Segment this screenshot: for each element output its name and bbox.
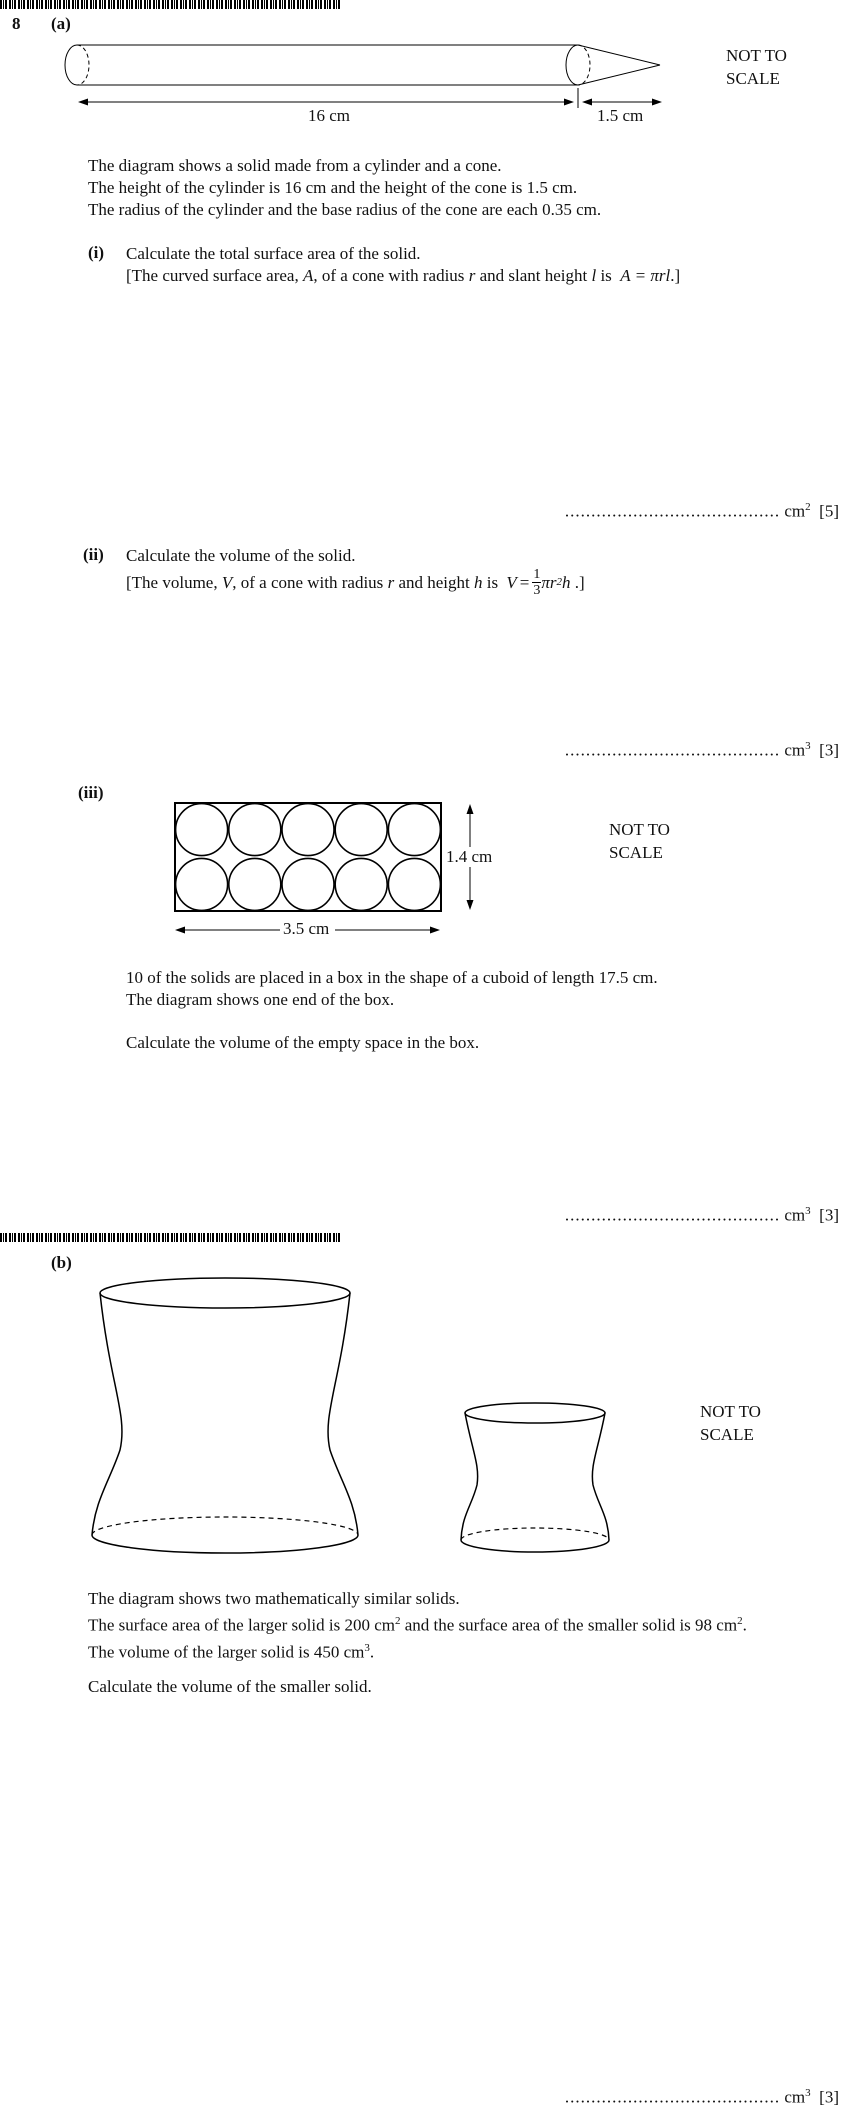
unit-power: 3 [805, 740, 811, 752]
part-ii-question-text: Calculate the volume of the solid. [126, 546, 356, 565]
hint-text: .] [670, 266, 681, 285]
unit: cm [784, 2087, 806, 2107]
cylinder-length-label: 16 cm [308, 106, 351, 125]
hint-text: is [482, 572, 503, 592]
part-b-line3 [88, 1637, 747, 1664]
part-i-question-text: Calculate the total surface area of the solid. [126, 244, 421, 263]
hint-text: and height [394, 572, 474, 592]
intro-line2: The height of the cylinder is 16 cm and the height of the cone is 1.5 cm. [88, 178, 578, 197]
text: and the surface area of the smaller solid is 98 cm [400, 1615, 738, 1635]
part-b-line2 [88, 1610, 747, 1637]
unit-power: 2 [805, 501, 811, 513]
intro-line1: The diagram shows a solid made from a cylinder and a cone. [88, 156, 502, 175]
answer-line-i [565, 501, 839, 522]
part-ii-hint [126, 567, 585, 598]
part-iii-text [126, 967, 658, 1011]
intro-line3: The radius of the cylinder and the base radius of the cone are each 0.35 cm. [88, 200, 602, 219]
not-to-scale-line2: SCALE [609, 843, 663, 862]
text: . [369, 1642, 375, 1662]
part-a-label: (a) [51, 14, 71, 33]
hint-text: [The curved surface area, [126, 266, 303, 285]
text: The surface area of the larger solid is 200 cm [88, 1615, 395, 1635]
fraction [532, 567, 541, 598]
not-to-scale-b [700, 1400, 761, 1446]
text: The volume of the larger solid is 450 cm [88, 1642, 365, 1662]
not-to-scale-line1: NOT TO [700, 1402, 761, 1421]
part-iii-question: Calculate the volume of the empty space in the box. [126, 1033, 480, 1052]
pencil-diagram [60, 40, 670, 125]
hint-text: , of a cone with radius [232, 572, 388, 592]
part-ii-question [126, 545, 585, 598]
frac-num: 1 [533, 567, 541, 582]
not-to-scale-iii [609, 818, 670, 864]
barcode-top [0, 0, 342, 9]
width-dim-label: 3.5 cm [283, 919, 330, 938]
answer-field[interactable]: ......................................... [564, 740, 781, 760]
hint-text: and slant height [475, 266, 592, 285]
barcode-middle [0, 1233, 342, 1242]
text: . [742, 1615, 747, 1635]
hint-text: [The volume, [126, 572, 222, 592]
hint-var: r [387, 572, 395, 592]
part-ii-label: (ii) [83, 545, 104, 564]
unit: cm [784, 1205, 806, 1225]
part-i-question [126, 243, 680, 287]
hint-var: r [468, 266, 476, 285]
unit-power: 3 [805, 1205, 811, 1217]
part-b-label: (b) [51, 1253, 72, 1272]
marks: [3] [819, 740, 839, 760]
part-b-question: Calculate the volume of the smaller solid. [88, 1677, 372, 1696]
not-to-scale-a [726, 44, 787, 90]
unit: cm [784, 501, 806, 521]
part-b-line1: The diagram shows two mathematically similar solids. [88, 1589, 460, 1608]
part-i-hint [126, 265, 680, 287]
hint-formula: A = πrl [620, 266, 671, 285]
part-iii-line1: 10 of the solids are placed in a box in the shape of a cuboid of length 17.5 cm. [126, 968, 658, 987]
hint-text: is [596, 266, 617, 285]
answer-line-b [565, 2087, 839, 2108]
formula-var: V [506, 572, 517, 592]
formula-eq: = [519, 572, 530, 592]
formula-rest: πr [541, 572, 557, 592]
frac-den: 3 [533, 583, 541, 598]
formula-power: 2 [556, 576, 562, 588]
question-number: 8 [12, 14, 21, 33]
power: 2 [737, 1615, 743, 1627]
unit-power: 3 [805, 2087, 811, 2099]
part-a-intro [88, 155, 601, 221]
not-to-scale-line2: SCALE [726, 69, 780, 88]
formula-var: h [561, 572, 571, 592]
hint-text: , of a cone with radius [313, 266, 469, 285]
marks: [3] [819, 1205, 839, 1225]
power: 2 [394, 1615, 401, 1627]
cone-length-label: 1.5 cm [597, 106, 644, 125]
part-i-label: (i) [88, 243, 105, 262]
part-iii-label: (iii) [78, 783, 104, 802]
not-to-scale-line2: SCALE [700, 1425, 754, 1444]
hint-var: h [473, 572, 483, 592]
hint-var: A [302, 266, 314, 285]
answer-line-ii [565, 740, 839, 761]
answer-field[interactable]: ......................................... [564, 2087, 781, 2107]
answer-field[interactable]: ......................................... [564, 1205, 781, 1225]
answer-field[interactable]: ......................................... [564, 501, 781, 521]
part-b-text [88, 1588, 747, 1663]
hint-var: V [221, 572, 233, 592]
answer-line-iii [565, 1205, 839, 1226]
hint-var: l [591, 266, 597, 285]
height-dim-label: 1.4 cm [446, 847, 493, 866]
power: 3 [364, 1641, 370, 1654]
hint-text: .] [570, 572, 585, 592]
part-iii-line2: The diagram shows one end of the box. [126, 990, 395, 1009]
unit: cm [784, 740, 806, 760]
marks: [3] [819, 2087, 839, 2107]
not-to-scale-line1: NOT TO [609, 820, 670, 839]
similar-solids-diagram [80, 1265, 640, 1570]
marks: [5] [819, 501, 839, 521]
not-to-scale-line1: NOT TO [726, 46, 787, 65]
